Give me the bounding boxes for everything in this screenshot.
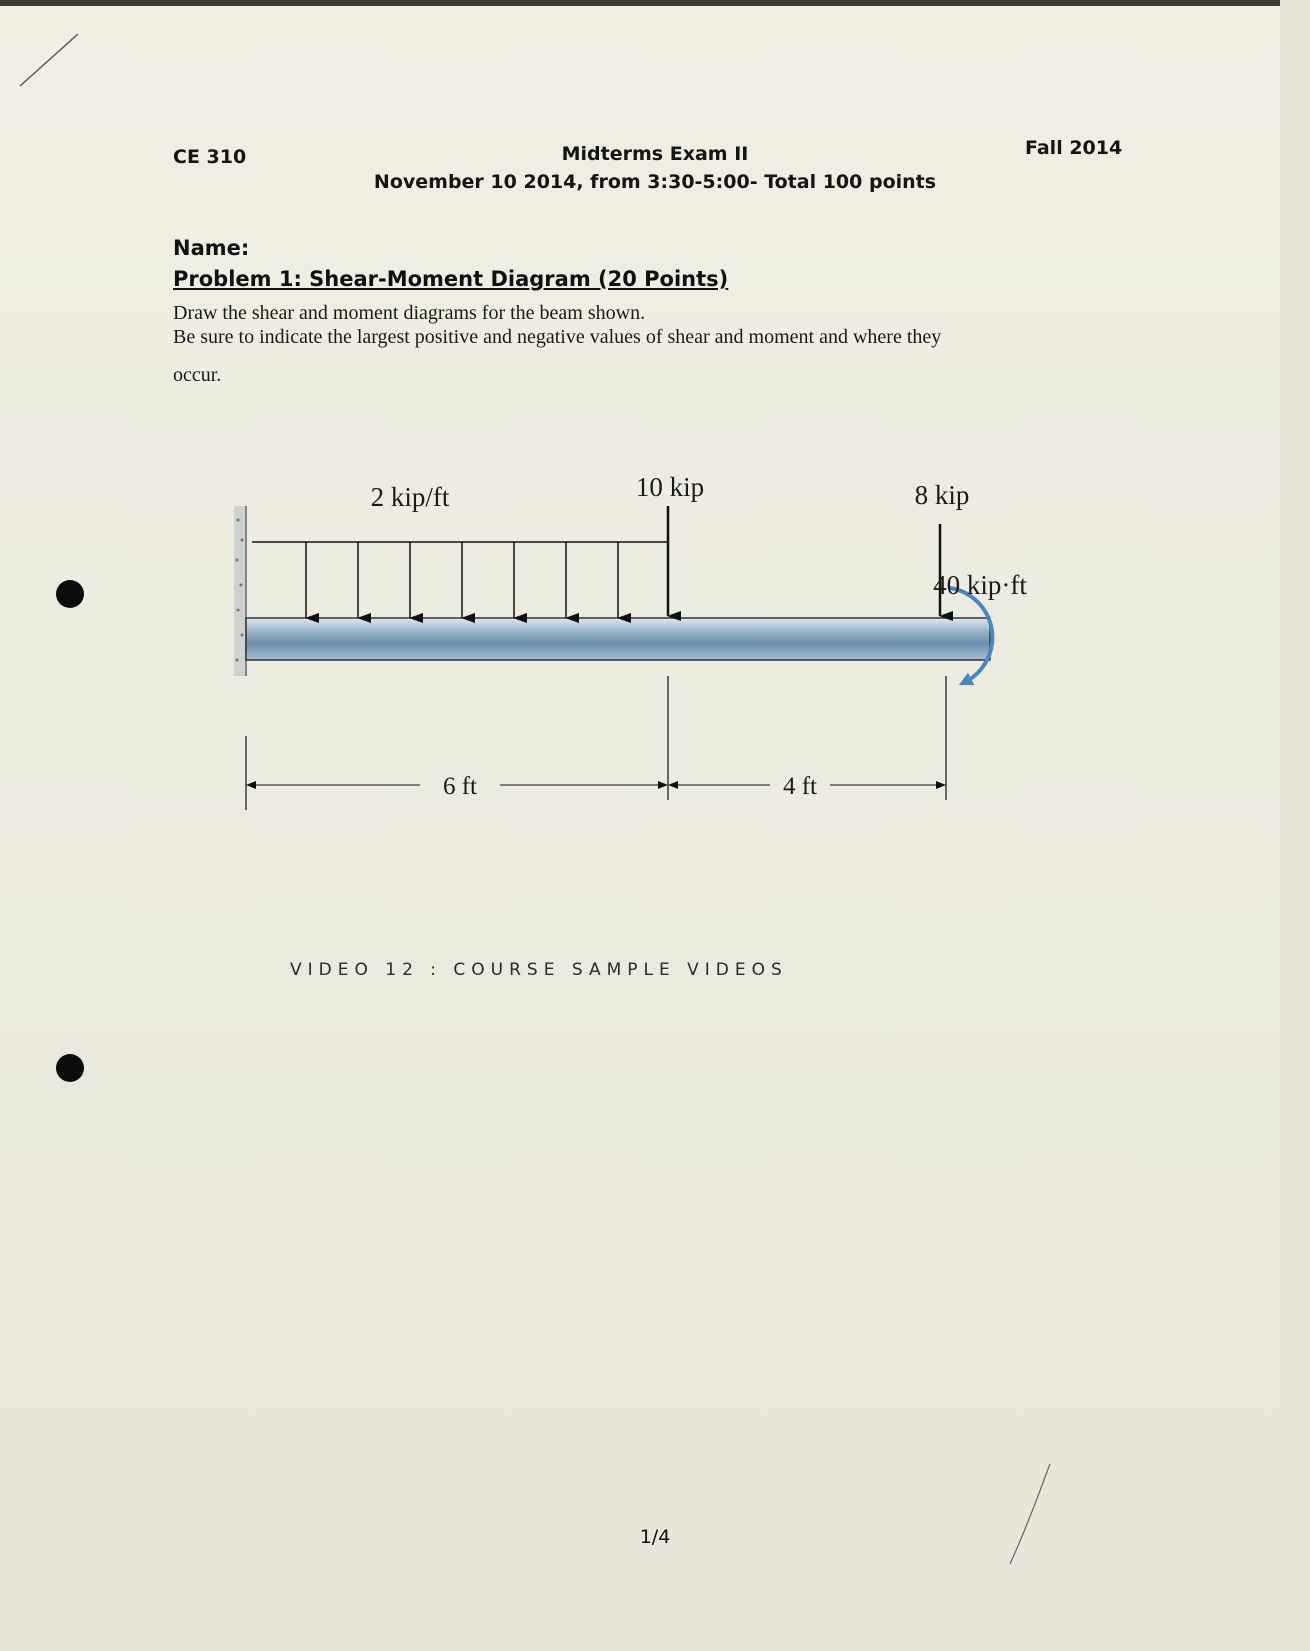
point-load-10-label: 10 kip (635, 472, 705, 502)
handwritten-note: VIDEO 12 : COURSE SAMPLE VIDEOS (290, 960, 788, 980)
exam-date-line: November 10 2014, from 3:30-5:00- Total 100 points (373, 171, 937, 193)
span-6ft-label: 6 ft (442, 773, 478, 800)
pen-stroke-lower (1000, 1460, 1060, 1570)
point-load-8-label: 8 kip (914, 480, 970, 510)
distributed-load-label: 2 kip/ft (370, 482, 450, 512)
pen-stroke (14, 30, 94, 90)
span-4ft-label: 4 ft (782, 773, 818, 800)
page-number: 1/4 (639, 1526, 671, 1548)
punch-hole-bottom (56, 1054, 84, 1082)
moment-label: 40 kip·ft (933, 570, 1027, 600)
fixed-wall-support (234, 506, 246, 676)
instruction-line-3: occur. (173, 364, 222, 386)
course-code: CE 310 (173, 146, 247, 168)
beam (246, 618, 990, 660)
distributed-load-arrows (252, 542, 668, 618)
punch-hole-top (56, 580, 84, 608)
instruction-line-1: Draw the shear and moment diagrams for the beam shown. (173, 302, 646, 324)
scan-top-edge (0, 0, 1280, 6)
name-label: Name: (173, 236, 250, 260)
instruction-line-2: Be sure to indicate the largest positive and negative values of shear and moment and where they (173, 326, 942, 348)
beam-diagram (230, 460, 1027, 820)
exam-term: Fall 2014 (1025, 137, 1123, 159)
problem-heading: Problem 1: Shear-Moment Diagram (20 Points) (173, 267, 729, 291)
exam-title: Midterms Exam II (561, 143, 749, 165)
dimension-lines (246, 676, 946, 810)
